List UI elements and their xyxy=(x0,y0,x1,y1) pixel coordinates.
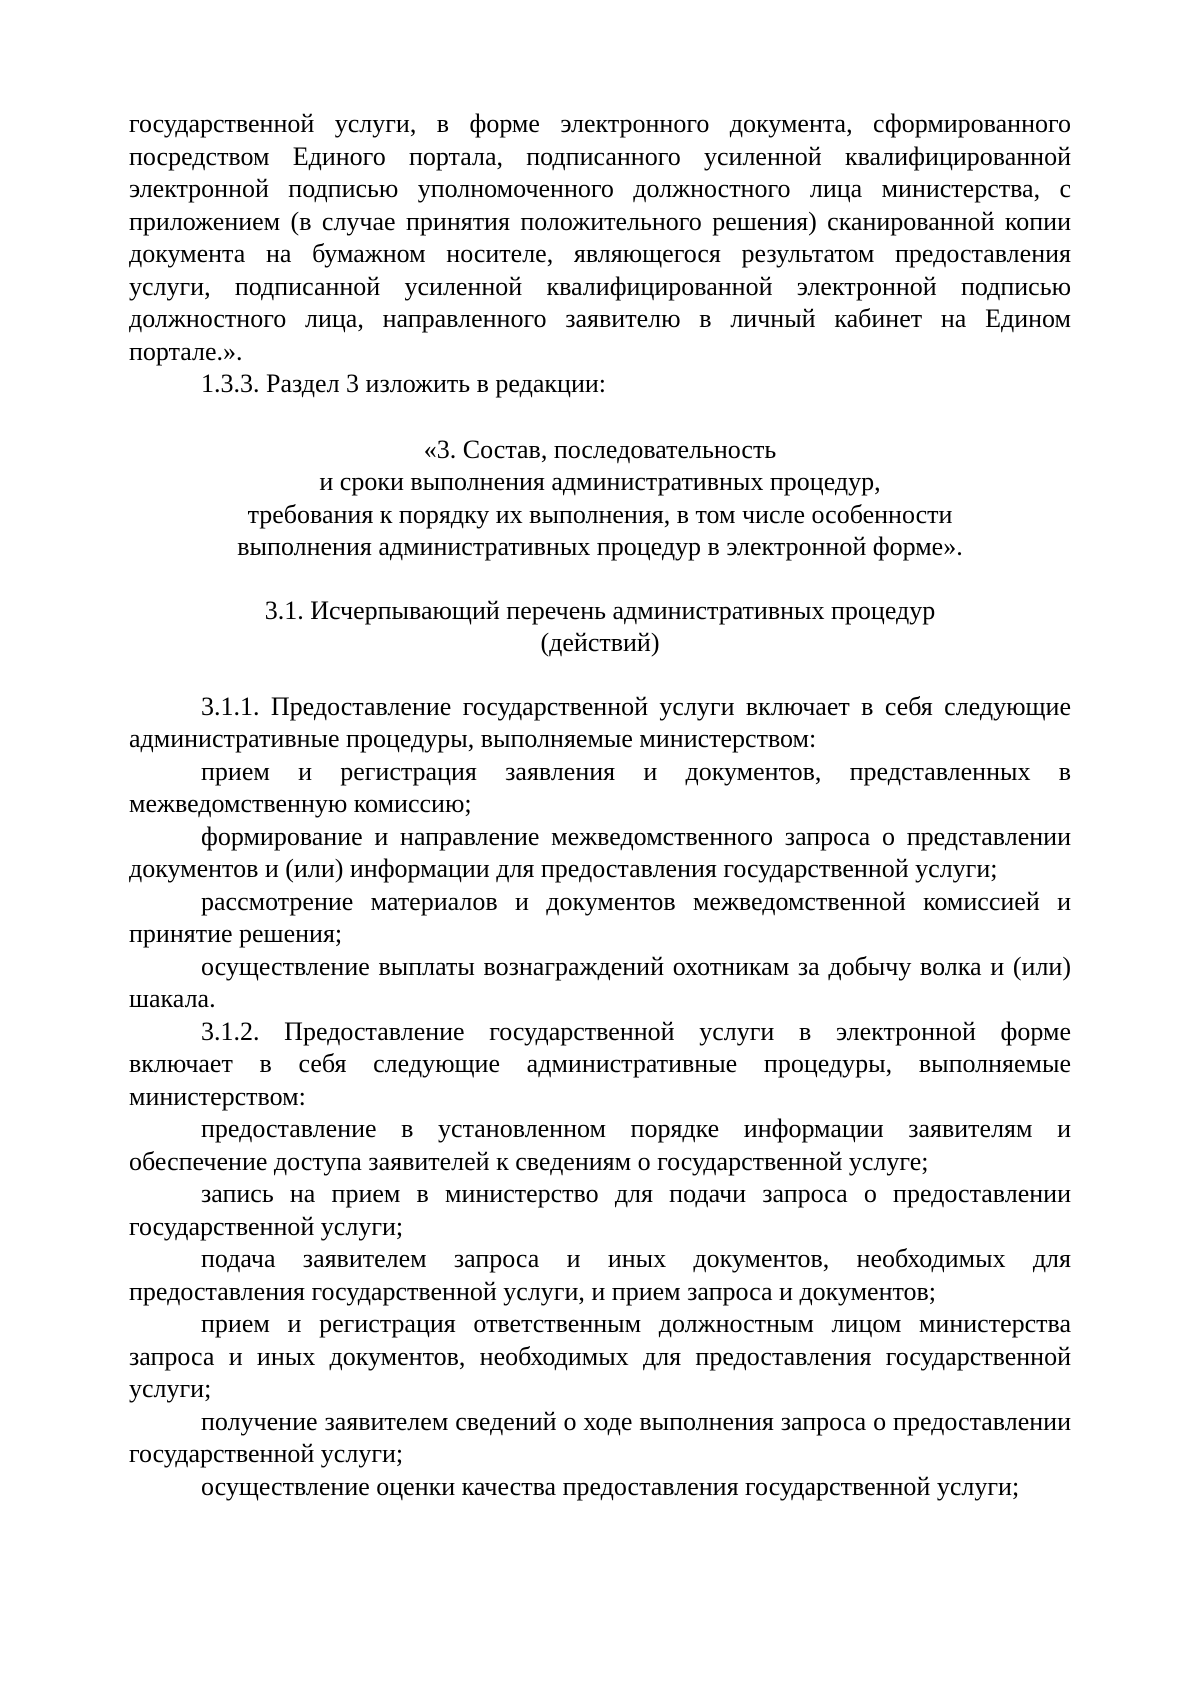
list-item-3-1-2-d: прием и регистрация ответственным должностным лицом министерства запроса и иных документов, необходимых для предоставления государственной услуги; xyxy=(129,1309,1071,1403)
subsection-3-1-heading-line-1: 3.1. Исчерпывающий перечень административных процедур xyxy=(264,595,936,625)
section-3-heading-line-4: выполнения административных процедур в электронной форме». xyxy=(237,532,963,561)
list-item-3-1-2-c: подача заявителем запроса и иных документов, необходимых для предоставления государственной услуги, и прием запроса и документов; xyxy=(129,1244,1071,1306)
subsection-3-1-heading-line-2: (действий) xyxy=(540,628,660,657)
document-page xyxy=(129,108,1071,1503)
subsection-3-1-heading xyxy=(129,595,1071,660)
list-item-3-1-1-a: прием и регистрация заявления и документов, представленных в межведомственную комиссию; xyxy=(129,756,1071,818)
section-3-heading-line-2: и сроки выполнения административных процедур, xyxy=(319,467,881,496)
list-item-3-1-2-b: запись на прием в министерство для подачи запроса о предоставлении государственной услуги; xyxy=(129,1179,1071,1241)
section-3-heading-line-3: требования к порядку их выполнения, в том числе особенности xyxy=(247,499,953,529)
section-3-heading xyxy=(129,434,1071,564)
list-item-3-1-2-e: получение заявителем сведений о ходе выполнения запроса о предоставлении государственной услуги; xyxy=(129,1406,1071,1468)
paragraph-3-1-2: 3.1.2. Предоставление государственной услуги в электронной форме включает в себя следующие административные процедуры, выполняемые министерством: xyxy=(129,1016,1071,1111)
list-item-3-1-1-b: формирование и направление межведомственного запроса о представлении документов и (или) информации для предоставления государственной услуги; xyxy=(129,821,1071,883)
list-item-3-1-1-d: осуществление выплаты вознаграждений охотникам за добычу волка и (или) шакала. xyxy=(129,951,1071,1013)
list-item-3-1-1-c: рассмотрение материалов и документов межведомственной комиссией и принятие решения; xyxy=(129,886,1071,948)
paragraph-continuation: государственной услуги, в форме электронного документа, сформированного посредством Единого портала, подписанного усиленной квалифицированной электронной подписью уполномоченного должностного лица министерства, с приложением (в случае принятия положительного решения) сканированной копии документа на бумажном носителе, являющегося результатом предоставления услуги, подписанной усиленной квалифицированной электронной подписью должностного лица, направленного заявителю в личный кабинет на Едином портале.». xyxy=(129,109,1071,366)
paragraph-3-1-1: 3.1.1. Предоставление государственной услуги включает в себя следующие административные процедуры, выполняемые министерством: xyxy=(129,691,1071,753)
list-item-3-1-2-f: осуществление оценки качества предоставления государственной услуги; xyxy=(201,1471,1020,1501)
paragraph-1-3-3: 1.3.3. Раздел 3 изложить в редакции: xyxy=(201,369,606,398)
section-3-heading-line-1: «3. Состав, последовательность xyxy=(423,434,777,464)
list-item-3-1-2-a: предоставление в установленном порядке информации заявителям и обеспечение доступа заявителей к сведениям о государственной услуге; xyxy=(129,1114,1071,1176)
